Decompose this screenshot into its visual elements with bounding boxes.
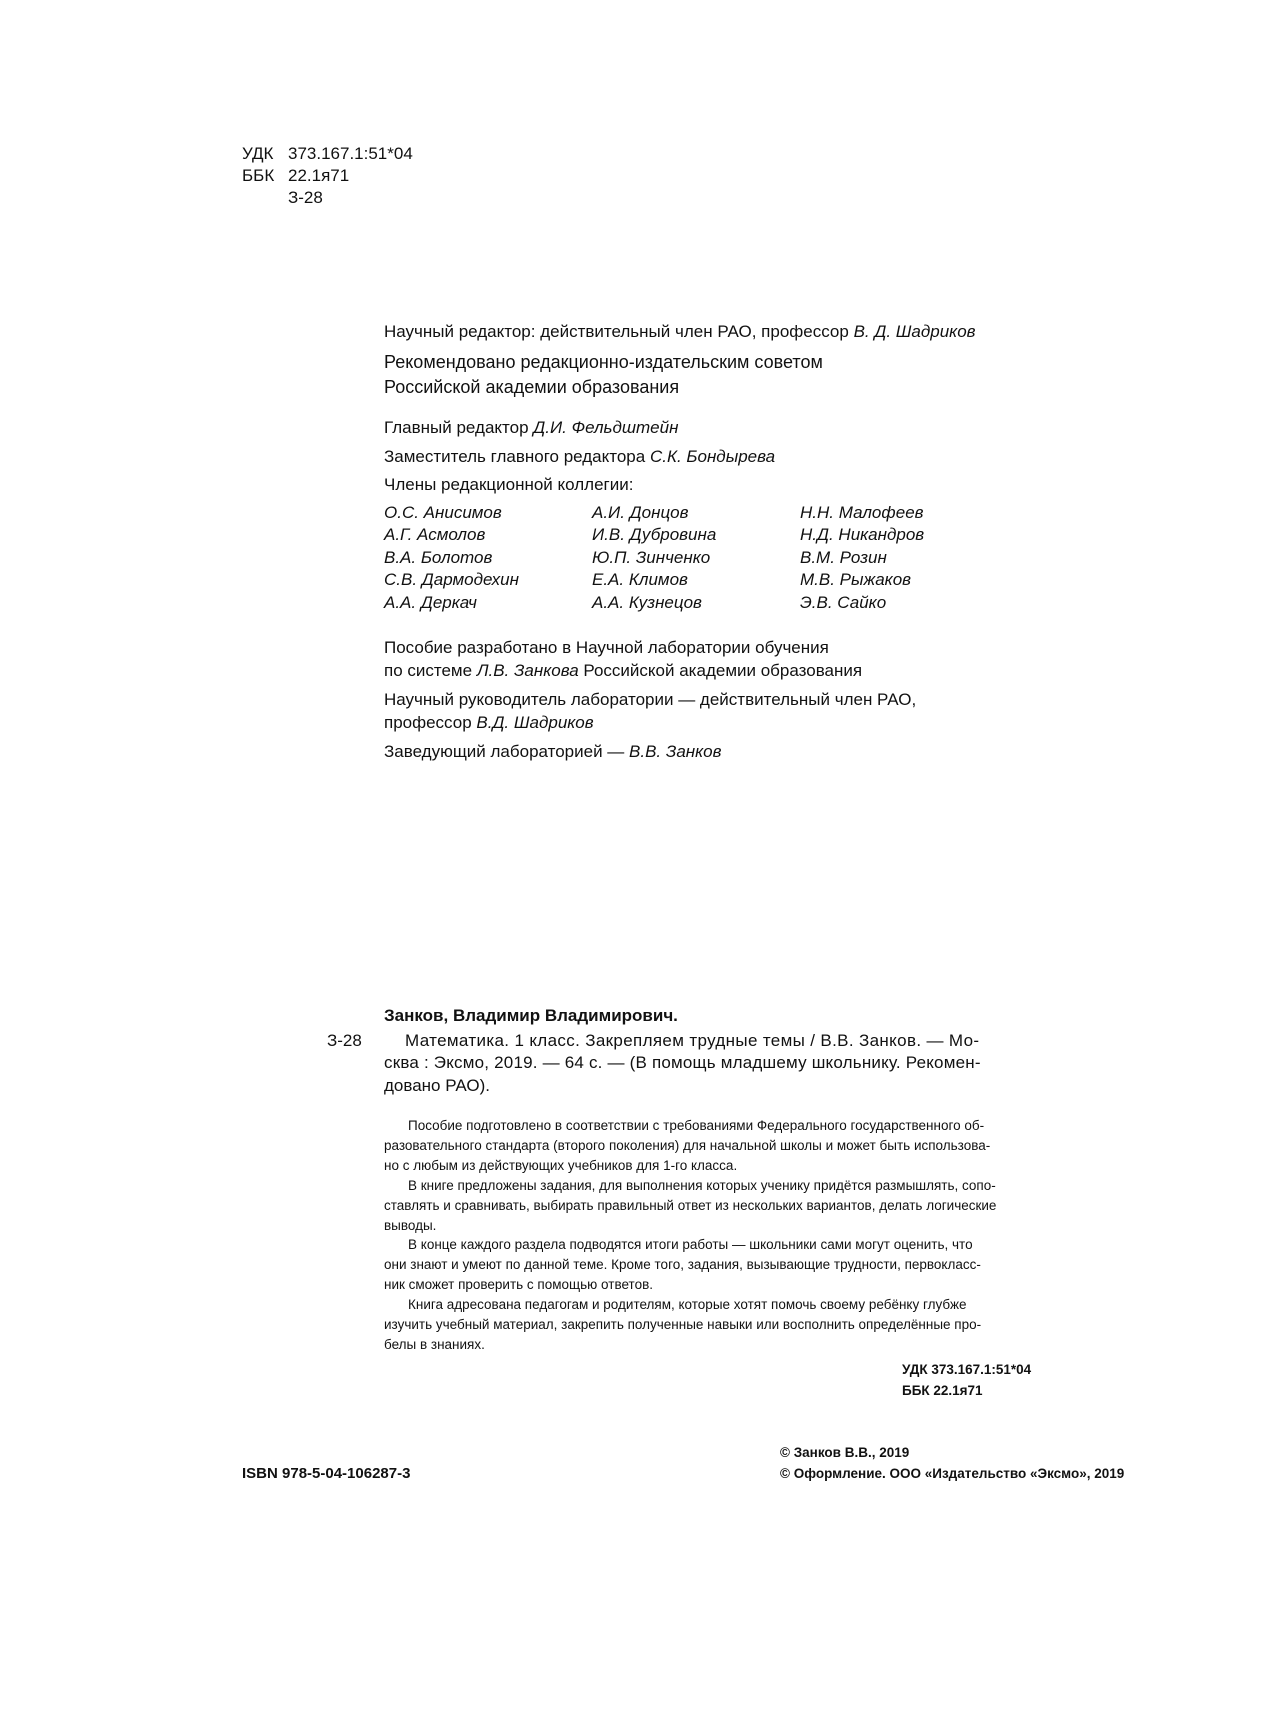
annotation-line: они знают и умеют по данной теме. Кроме того, задания, вызывающие трудности, первокласс- — [384, 1257, 981, 1272]
board-member: В.М. Розин — [800, 548, 887, 567]
board-member: О.С. Анисимов — [384, 503, 502, 522]
recommended-line-2: Российской академии образования — [384, 377, 680, 397]
isbn: ISBN 978-5-04-106287-3 — [242, 1465, 411, 1482]
copyright-design: © Оформление. ООО «Издательство «Эксмо», 2019 — [780, 1466, 1125, 1481]
annotation-line: изучить учебный материал, закрепить полученные навыки или восполнить определённые про- — [384, 1317, 982, 1332]
annotation-udk: УДК 373.167.1:51*04 — [902, 1362, 1032, 1377]
annotation-line: белы в знаниях. — [384, 1337, 485, 1352]
board-member: И.В. Дубровина — [592, 525, 717, 544]
board-member: С.В. Дармодехин — [384, 570, 519, 589]
bib-line-2: сква : Эксмо, 2019. — 64 с. — (В помощь младшему школьнику. Рекомен- — [384, 1053, 981, 1072]
board-member: Н.Н. Малофеев — [800, 503, 924, 522]
annotation-line: ник сможет проверить с помощью ответов. — [384, 1277, 653, 1292]
annotation-line: ставлять и сравнивать, выбирать правильный ответ из нескольких вариантов, делать логические — [384, 1198, 997, 1213]
scientific-editor-name: В. Д. Шадриков — [853, 322, 976, 341]
supervisor-line-2-name: В.Д. Шадриков — [476, 713, 594, 732]
bib-author-heading: Занков, Владимир Владимирович. — [384, 1006, 678, 1025]
bib-mark: З-28 — [327, 1031, 362, 1050]
chief-editor-name: Д.И. Фельдштейн — [533, 418, 679, 437]
annotation-line: В книге предложены задания, для выполнения которых ученику придётся размышлять, сопо- — [408, 1178, 996, 1193]
board-member: В.А. Болотов — [384, 548, 493, 567]
board-member: М.В. Рыжаков — [800, 570, 912, 589]
udk-label: УДК — [242, 144, 274, 163]
classification-block — [242, 143, 413, 209]
lab-head — [384, 742, 721, 762]
supervisor-line-1: Научный руководитель лаборатории — действительный член РАО, — [384, 690, 917, 709]
chief-editor-prefix: Главный редактор — [384, 418, 529, 437]
deputy-editor-prefix: Заместитель главного редактора — [384, 447, 646, 466]
developed-line-2-name: Л.В. Занкова — [476, 661, 579, 680]
copyright-author: © Занков В.В., 2019 — [780, 1445, 910, 1460]
annotation-bbk: ББК 22.1я71 — [902, 1383, 983, 1398]
lab-head-name: В.В. Занков — [629, 742, 722, 761]
bib-line-1: Математика. 1 класс. Закрепляем трудные темы / В.В. Занков. — Мо- — [405, 1031, 980, 1050]
author-mark: З-28 — [288, 188, 323, 207]
chief-editor — [384, 418, 678, 438]
board-member: А.А. Деркач — [384, 593, 477, 612]
developed-line-2 — [384, 661, 862, 681]
bbk-value: 22.1я71 — [288, 166, 350, 185]
annotation-line: Книга адресована педагогам и родителям, которые хотят помочь своему ребёнку глубже — [408, 1297, 967, 1312]
deputy-editor-name: С.К. Бондырева — [649, 447, 776, 466]
supervisor-line-2-prefix: профессор — [384, 713, 472, 732]
board-member: Э.В. Сайко — [800, 593, 887, 612]
annotation-line: но с любым из действующих учебников для 1-го класса. — [384, 1158, 738, 1173]
board-member: А.И. Донцов — [592, 503, 689, 522]
board-member: Е.А. Климов — [592, 570, 688, 589]
board-member: Н.Д. Никандров — [800, 525, 925, 544]
udk-value: 373.167.1:51*04 — [288, 144, 413, 163]
board-member: А.А. Кузнецов — [592, 593, 702, 612]
board-member: Ю.П. Зинченко — [592, 548, 711, 567]
scientific-editor-prefix: Научный редактор: действительный член РАО, профессор — [384, 322, 849, 341]
annotation-line: В конце каждого раздела подводятся итоги работы — школьники сами могут оценить, что — [408, 1237, 973, 1252]
developed-line-2-suffix: Российской академии образования — [583, 661, 863, 680]
bib-line-3: довано РАО). — [384, 1076, 491, 1095]
developed-line-2-prefix: по системе — [384, 661, 473, 680]
bbk-row — [242, 165, 413, 187]
scientific-editor — [384, 322, 976, 342]
board-heading: Члены редакционной коллегии: — [384, 475, 634, 494]
author-mark-row — [242, 187, 413, 209]
annotation-line: Пособие подготовлено в соответствии с требованиями Федерального государственного об- — [408, 1118, 985, 1133]
annotation-line: разовательного стандарта (второго поколения) для начальной школы и может быть использова- — [384, 1138, 991, 1153]
deputy-editor — [384, 447, 775, 467]
board-member: А.Г. Асмолов — [384, 525, 486, 544]
annotation-line: выводы. — [384, 1218, 437, 1233]
supervisor-line-2 — [384, 713, 594, 733]
bbk-label: ББК — [242, 166, 275, 185]
developed-line-1: Пособие разработано в Научной лаборатории обучения — [384, 638, 829, 657]
udk-row — [242, 143, 413, 165]
recommended-line-1: Рекомендовано редакционно-издательским советом — [384, 352, 823, 372]
lab-head-prefix: Заведующий лабораторией — — [384, 742, 625, 761]
